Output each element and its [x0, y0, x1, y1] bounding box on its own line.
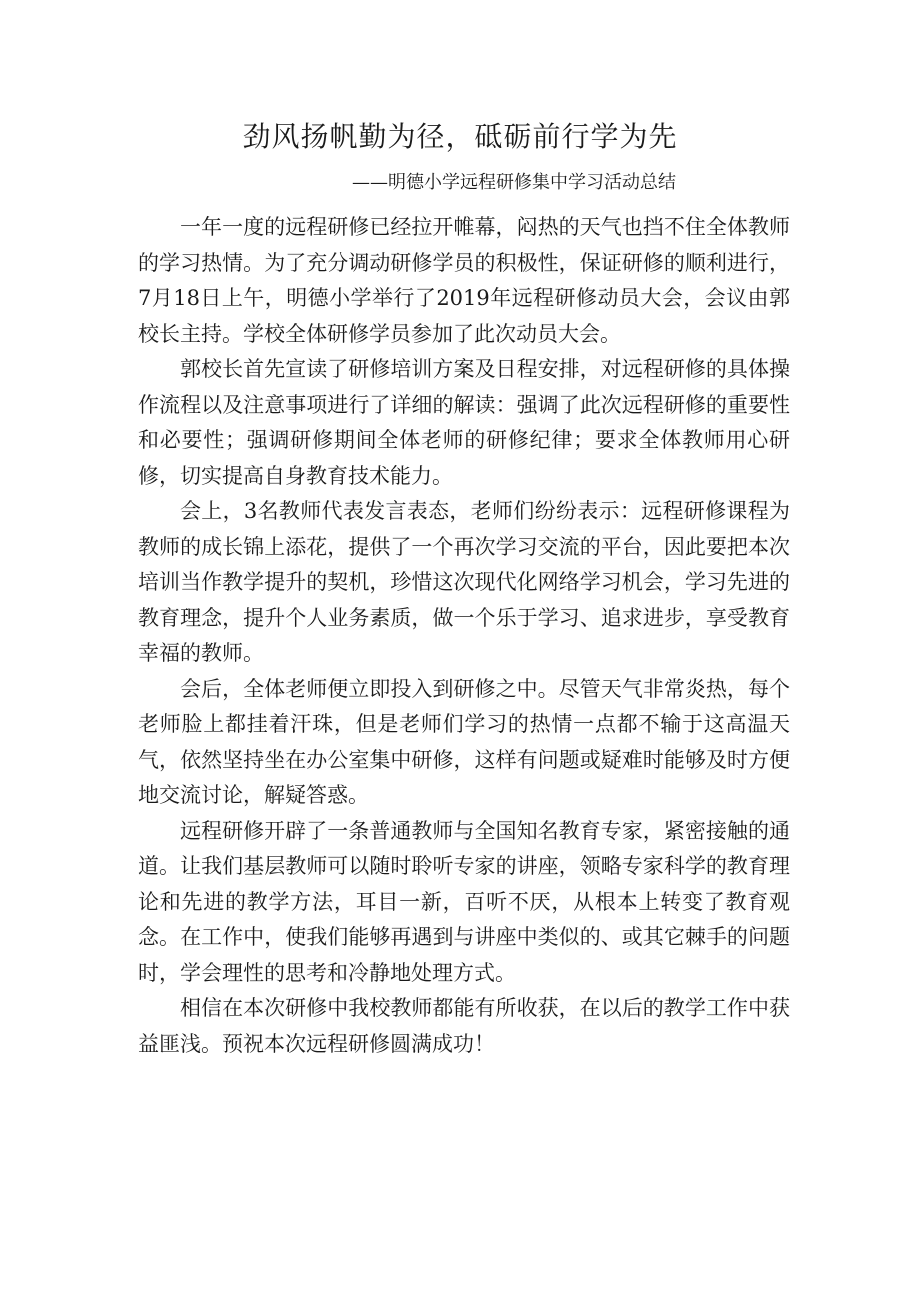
paragraph-1: 一年一度的远程研修已经拉开帷幕，闷热的天气也挡不住全体教师的学习热情。为了充分调动研修学员的积极性，保证研修的顺利进行，7月18日上午，明德小学举行了2019年远程研修动员大会，会议由郭校长主持。学校全体研修学员参加了此次动员大会。	[138, 215, 790, 346]
paragraph-5: 远程研修开辟了一条普通教师与全国知名教育专家，紧密接触的通道。让我们基层教师可以随时聆听专家的讲座，领略专家科学的教育理论和先进的教学方法，耳目一新，百听不厌，从根本上转变了教育观念。在工作中，使我们能够再遇到与讲座中类似的、或其它棘手的问题时，学会理性的思考和冷静地处理方式。	[138, 818, 790, 985]
paragraph-2: 郭校长首先宣读了研修培训方案及日程安排，对远程研修的具体操作流程以及注意事项进行了详细的解读：强调了此次远程研修的重要性和必要性；强调研修期间全体老师的研修纪律；要求全体教师用心研修，切实提高自身教育技术能力。	[138, 357, 790, 488]
document-subtitle: ——明德小学远程研修集中学习活动总结	[352, 172, 676, 193]
document-title: 劲风扬帆勤为径，砥砺前行学为先	[242, 120, 678, 153]
paragraph-4: 会后，全体老师便立即投入到研修之中。尽管天气非常炎热，每个老师脸上都挂着汗珠，但是老师们学习的热情一点都不输于这高温天气，依然坚持坐在办公室集中研修，这样有问题或疑难时能够及时方便地交流讨论，解疑答惑。	[138, 676, 790, 807]
paragraph-3: 会上，3名教师代表发言表态，老师们纷纷表示：远程研修课程为教师的成长锦上添花，提供了一个再次学习交流的平台，因此要把本次培训当作教学提升的契机，珍惜这次现代化网络学习机会，学习先进的教育理念，提升个人业务素质，做一个乐于学习、追求进步，享受教育幸福的教师。	[138, 499, 790, 665]
document-body	[138, 210, 790, 1062]
paragraph-6: 相信在本次研修中我校教师都能有所收获，在以后的教学工作中获益匪浅。预祝本次远程研修圆满成功！	[138, 996, 790, 1056]
